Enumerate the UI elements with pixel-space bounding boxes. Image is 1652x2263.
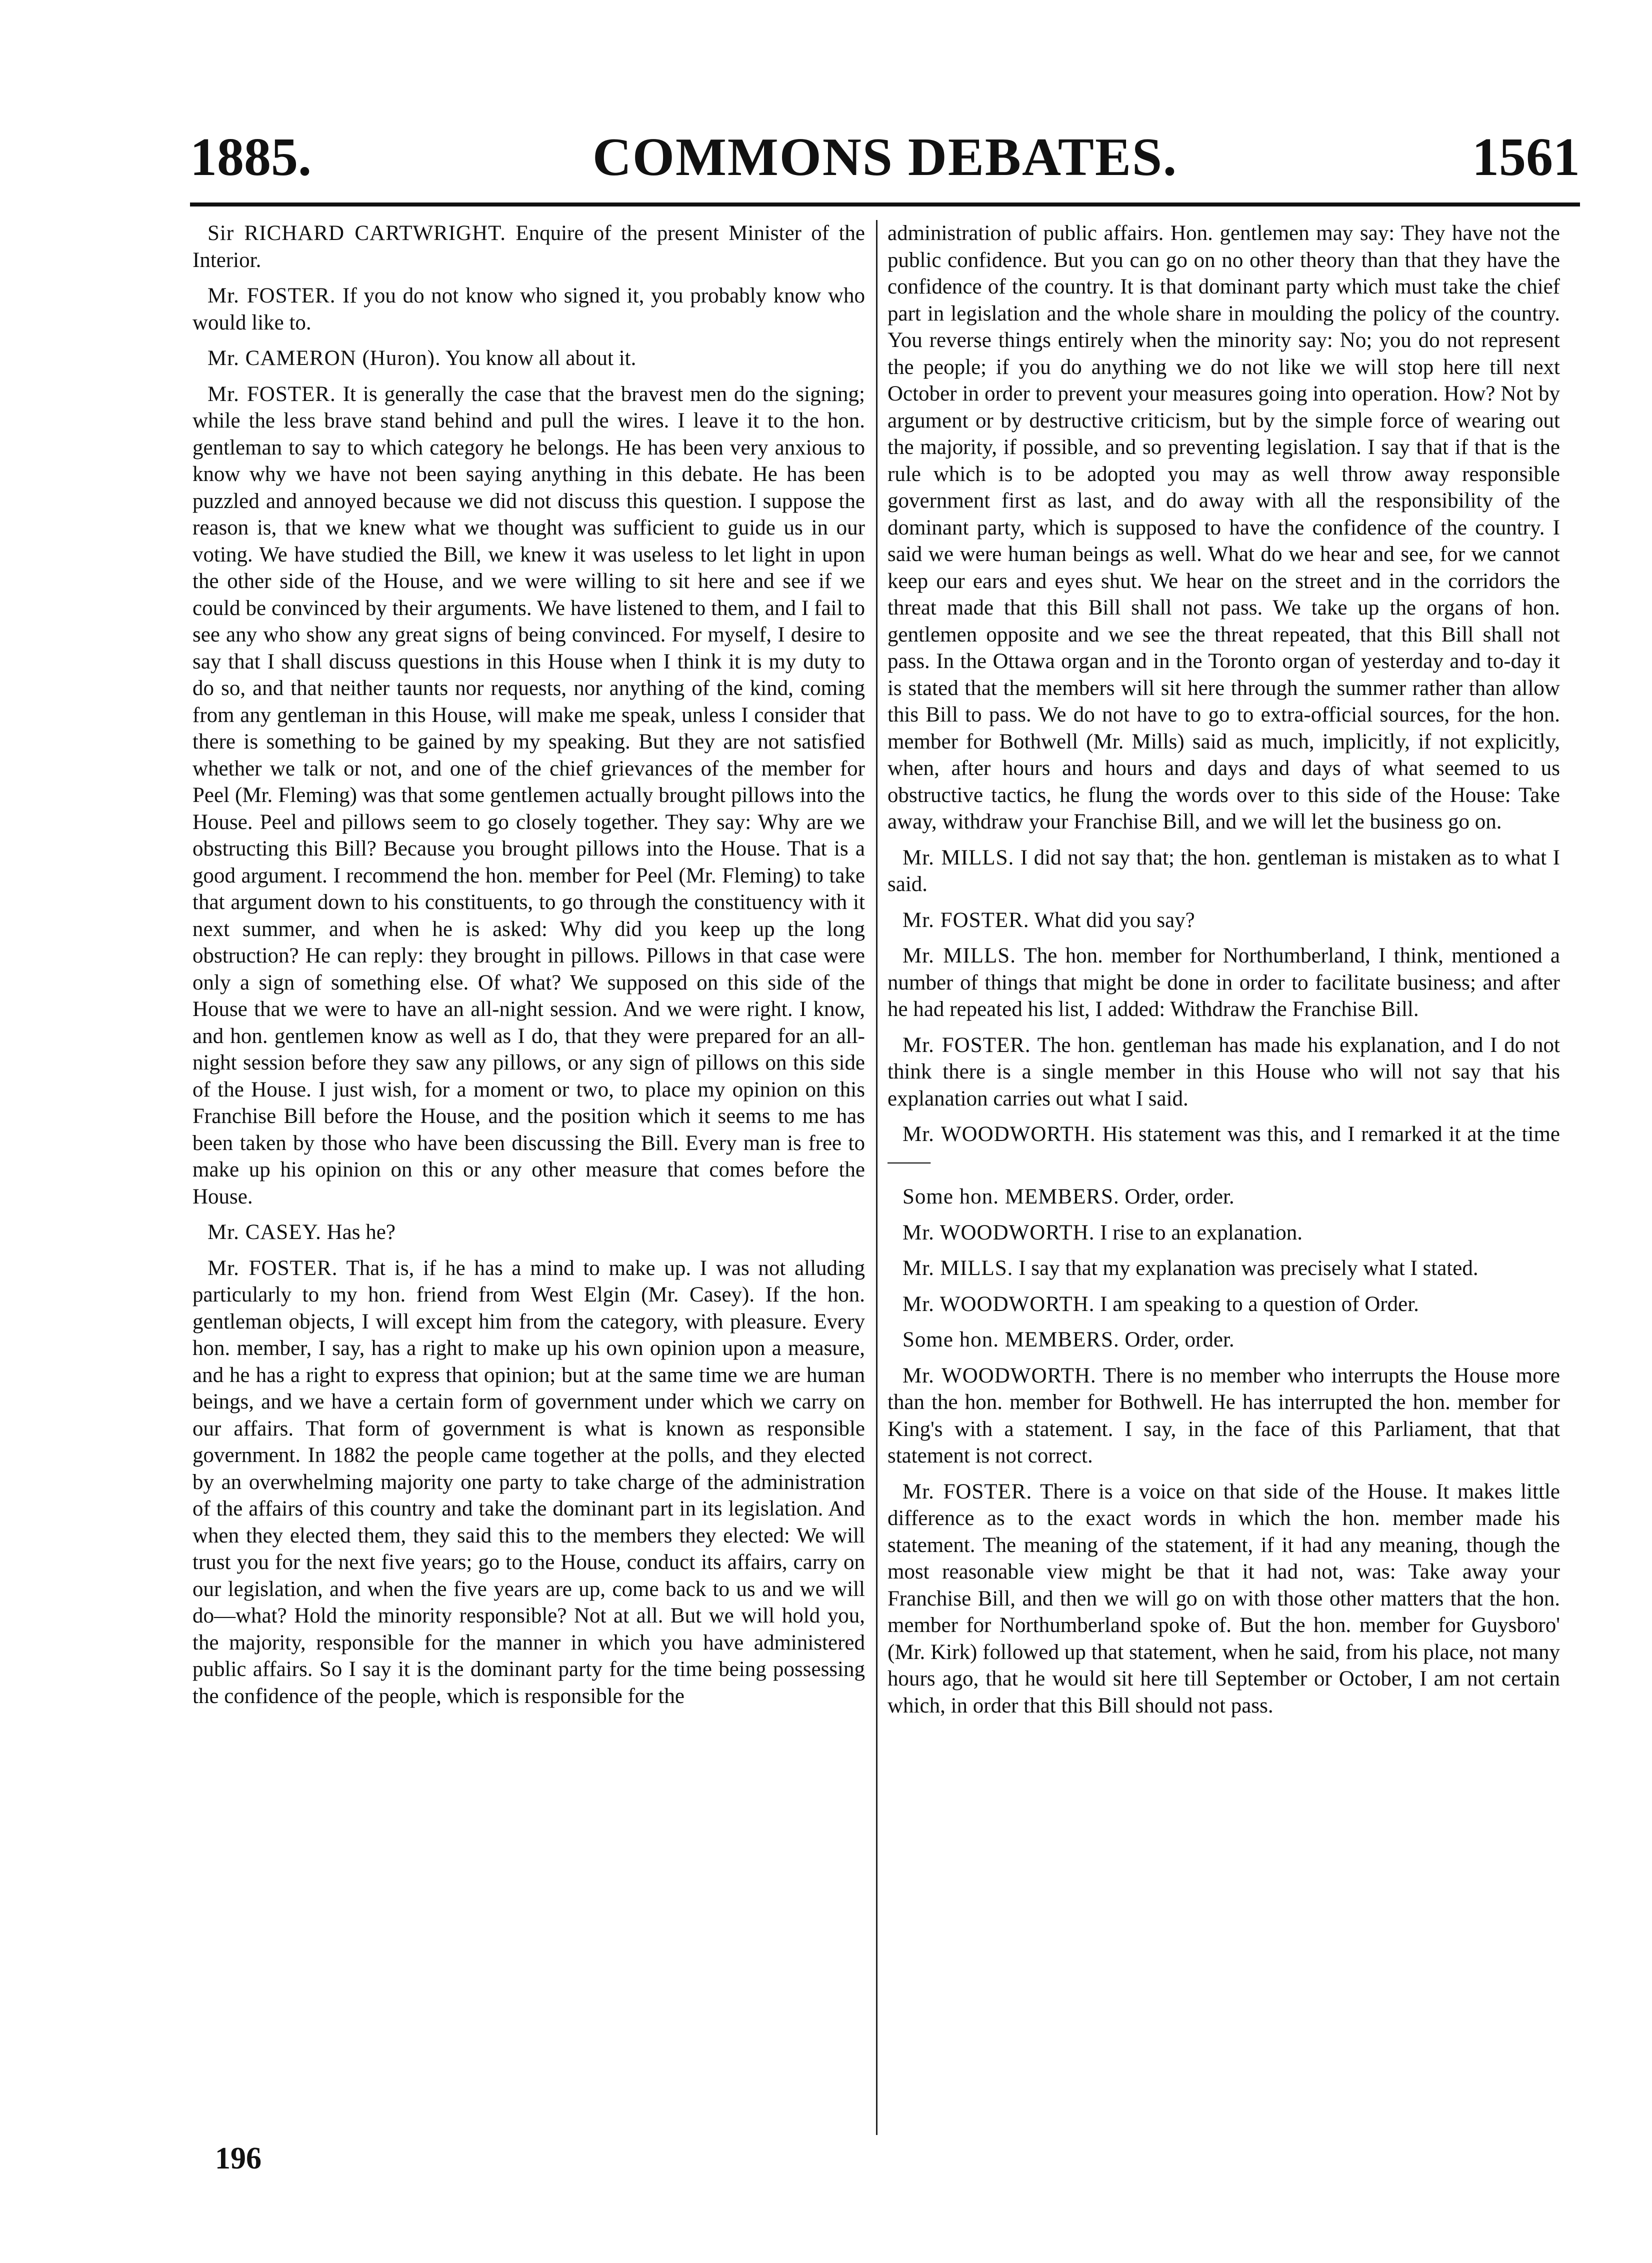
speech-text: I say that my explanation was precisely what I stated.	[1018, 1256, 1478, 1280]
speech-text: There is a voice on that side of the House. It makes little difference as to the exact words in which the hon. member made his statement. The meaning of the statement, if it had any meaning, though the most reasonable view might be that it had not, was: Take away your Franchise Bill, and then we will go on with those other matters that the hon. member for Northumberland spoke of. But the hon. member for Guysboro' (Mr. Kirk) followed up that statement, when he said, from his place, not many hours ago, that he would sit here till September or October, I am not certain which, in order that this Bill should not pass.	[888, 1480, 1560, 1718]
paragraph	[888, 907, 1560, 934]
speech-text: The hon. gentleman has made his explanation, and I do not think there is a single member in this House who will not say that his explanation carries out what I said.	[888, 1033, 1560, 1110]
right-column	[888, 220, 1560, 2135]
paragraph	[888, 1220, 1560, 1246]
left-column	[192, 220, 865, 2135]
signature-mark: 196	[215, 2142, 262, 2176]
speaker-name: Mr. FOSTER.	[208, 284, 336, 308]
speaker-name: Mr. WOODWORTH.	[902, 1292, 1095, 1316]
paragraph	[888, 1326, 1560, 1354]
speech-text: I am speaking to a question of Order.	[1100, 1292, 1419, 1316]
speech-text: It is generally the case that the bravest men do the signing; while the less brave stand behind and pull the wires. I leave it to the hon. gentleman to say to which category he belongs. He has been very anxious to know why we have not been saying anything in this debate. He has been puzzled and annoyed because we did not discuss this question. I suppose the reason is, that we knew what we thought was sufficient to guide us in our voting. We have studied the Bill, we knew it was useless to let light in upon the other side of the House, and we were willing to sit here and see if we could be convinced by their arguments. We have listened to them, and I fail to see any who show any great signs of being convinced. For myself, I desire to say that I shall discuss questions in this House when I think it is my duty to do so, and that neither taunts nor requests, nor anything of the kind, coming from any gentleman in this House, will make me speak, unless I consider that there is something to be gained by my speaking. But they are not satisfied whether we talk or not, and one of the chief grievances of the member for Peel (Mr. Fleming) was that some gentlemen actually brought pillows into the House. Peel and pillows seem to go closely together. They say: Why are we obstructing this Bill? Because you brought pillows into the House. That is a good argument. I recommend the hon. member for Peel (Mr. Fleming) to take that argument down to his constituents, to go through the constituency with it next summer, and when he is asked: Why did you keep up the long obstruction? He can reply: they brought in pillows. Pillows in that case were only a sign of something else. Of what? We supposed on this side of the House that we were to have an all-night session. And we were right. I know, and hon. gentlemen know as well as I do, that they were prepared for an all-night session before they saw any pillows, or any sign of pillows on this side of the House. I just wish, for a moment or two, to place my opinion on this Franchise Bill before the House, and the position which it seems to me has been taken by those who have been discussing the Bill. Every man is free to make up his opinion on this or any other measure that comes before the House.	[192, 382, 865, 1208]
speaker-name: Mr. FOSTER.	[208, 1256, 338, 1280]
paragraph	[888, 1121, 1560, 1174]
speech-text: What did you say?	[1034, 908, 1195, 932]
speaker-name: Some hon. MEMBERS.	[902, 1185, 1120, 1208]
speech-text: There is no member who interrupts the House more than the hon. member for Bothwell. He has interrupted the hon. member for King's with a statement. I say, in the face of this Parliament, that that statement is not correct.	[888, 1364, 1560, 1468]
header-title: COMMONS DEBATES.	[592, 128, 1178, 187]
speaker-name: Some hon. MEMBERS.	[902, 1328, 1120, 1352]
header-rule	[190, 202, 1580, 206]
speech-text: Has he?	[326, 1220, 396, 1244]
speech-text: Order, order.	[1124, 1328, 1234, 1352]
paragraph	[192, 381, 865, 1210]
paragraph	[888, 1032, 1560, 1112]
speaker-name: Mr. MILLS.	[902, 1256, 1014, 1280]
speaker-name: Mr. MILLS.	[902, 846, 1014, 870]
paragraph	[888, 1291, 1560, 1318]
speech-text: Order, order.	[1124, 1185, 1234, 1208]
speaker-name: Mr. FOSTER.	[208, 382, 336, 406]
speaker-name: Mr. WOODWORTH.	[902, 1364, 1096, 1388]
speaker-name: Mr. MILLS.	[902, 944, 1016, 968]
page-header	[190, 125, 1580, 190]
speaker-name: Mr. FOSTER.	[902, 908, 1030, 932]
paragraph	[888, 844, 1560, 898]
paragraph	[888, 1362, 1560, 1470]
paragraph	[192, 220, 865, 274]
paragraph	[888, 220, 1560, 836]
header-page-number: 1561	[1472, 128, 1580, 187]
speaker-name: Mr. WOODWORTH.	[902, 1122, 1096, 1146]
paragraph	[888, 1255, 1560, 1282]
paragraph	[192, 1255, 865, 1710]
speaker-name: Sir RICHARD CARTWRIGHT.	[208, 222, 506, 245]
paragraph	[192, 1219, 865, 1246]
speech-text: You know all about it.	[445, 346, 636, 370]
column-divider	[876, 220, 878, 2135]
speech-text: I rise to an explanation.	[1100, 1220, 1303, 1244]
speech-text: His statement was this, and I remarked it at the time——	[888, 1122, 1560, 1173]
speaker-name: Mr. CASEY.	[208, 1220, 322, 1244]
speaker-name: Mr. CAMERON (Huron).	[208, 346, 441, 370]
paragraph	[192, 345, 865, 372]
paragraph	[888, 1184, 1560, 1210]
header-year: 1885.	[190, 128, 312, 187]
speech-text: The hon. member for Northumberland, I think, mentioned a number of things that might be done in order to facilitate business; and after he had repeated his list, I added: Withdraw the Franchise Bill.	[888, 944, 1560, 1021]
speaker-name: Mr. FOSTER.	[902, 1033, 1031, 1057]
paragraph	[888, 942, 1560, 1023]
speech-text: I did not say that; the hon. gentleman is mistaken as to what I said.	[888, 846, 1560, 896]
speaker-name: Mr. WOODWORTH.	[902, 1220, 1095, 1244]
speech-text: administration of public affairs. Hon. gentlemen may say: They have not the public confidence. But you can go on no other theory than that they have the confidence of the country. It is that dominant party which must take the chief part in legislation and the whole share in moulding the policy of the country. You reverse things entirely when the minority say: No; you do not represent the people; if you do anything we do not like we will stop here till next October in order to prevent your measures going into operation. How? Not by argument or by destructive criticism, but by the simple force of wearing out the majority, if possible, and so preventing legislation. I say that if that is the rule which is to be adopted you may as well throw away responsible government first as last, and do away with all the responsibility of the dominant party, which is supposed to have the confidence of the country. I said we were human beings as well. What do we hear and see, for we cannot keep our ears and eyes shut. We hear on the street and in the corridors the threat made that this Bill shall not pass. We take up the organs of hon. gentlemen opposite and we see the threat repeated, that this Bill shall not pass. In the Ottawa organ and in the Toronto organ of yesterday and to-day it is stated that the members will sit here through the summer rather than allow this Bill to pass. We do not have to go to extra-official sources, for the hon. member for Bothwell (Mr. Mills) said as much, implicitly, if not explicitly, when, after hours and hours and days and days of what seemed to us obstructive tactics, he flung the words over to this side of the House: Take away, withdraw your Franchise Bill, and we will let the business go on.	[888, 222, 1560, 834]
speech-text: If you do not know who signed it, you probably know who would like to.	[192, 284, 865, 334]
speaker-name: Mr. FOSTER.	[902, 1480, 1032, 1504]
speech-text: Enquire of the present Minister of the Interior.	[192, 222, 865, 272]
speech-text: That is, if he has a mind to make up. I was not alluding particularly to my hon. friend from West Elgin (Mr. Casey). If the hon. gentleman objects, I will except him from the category, with pleasure. Every hon. member, I say, has a right to make up his own opinion upon a measure, and he has a right to express that opinion; but at the same time we are human beings, and we have a certain form of government under which we carry on our affairs. That form of government is what is known as responsible government. In 1882 the people came together at the polls, and they elected by an overwhelming majority one party to take charge of the administration of the affairs of this country and take the dominant part in its legislation. And when they elected them, they said this to the members they elected: We will trust you for the next five years; go to the House, conduct its affairs, carry on our legislation, and when the five years are up, come back to us and we will do—what? Hold the minority responsible? Not at all. But we will hold you, the majority, responsible for the manner in which you have administered public affairs. So I say it is the dominant party for the time being possessing the confidence of the people, which is responsible for the	[192, 1256, 865, 1708]
paragraph	[192, 282, 865, 336]
paragraph	[888, 1478, 1560, 1720]
